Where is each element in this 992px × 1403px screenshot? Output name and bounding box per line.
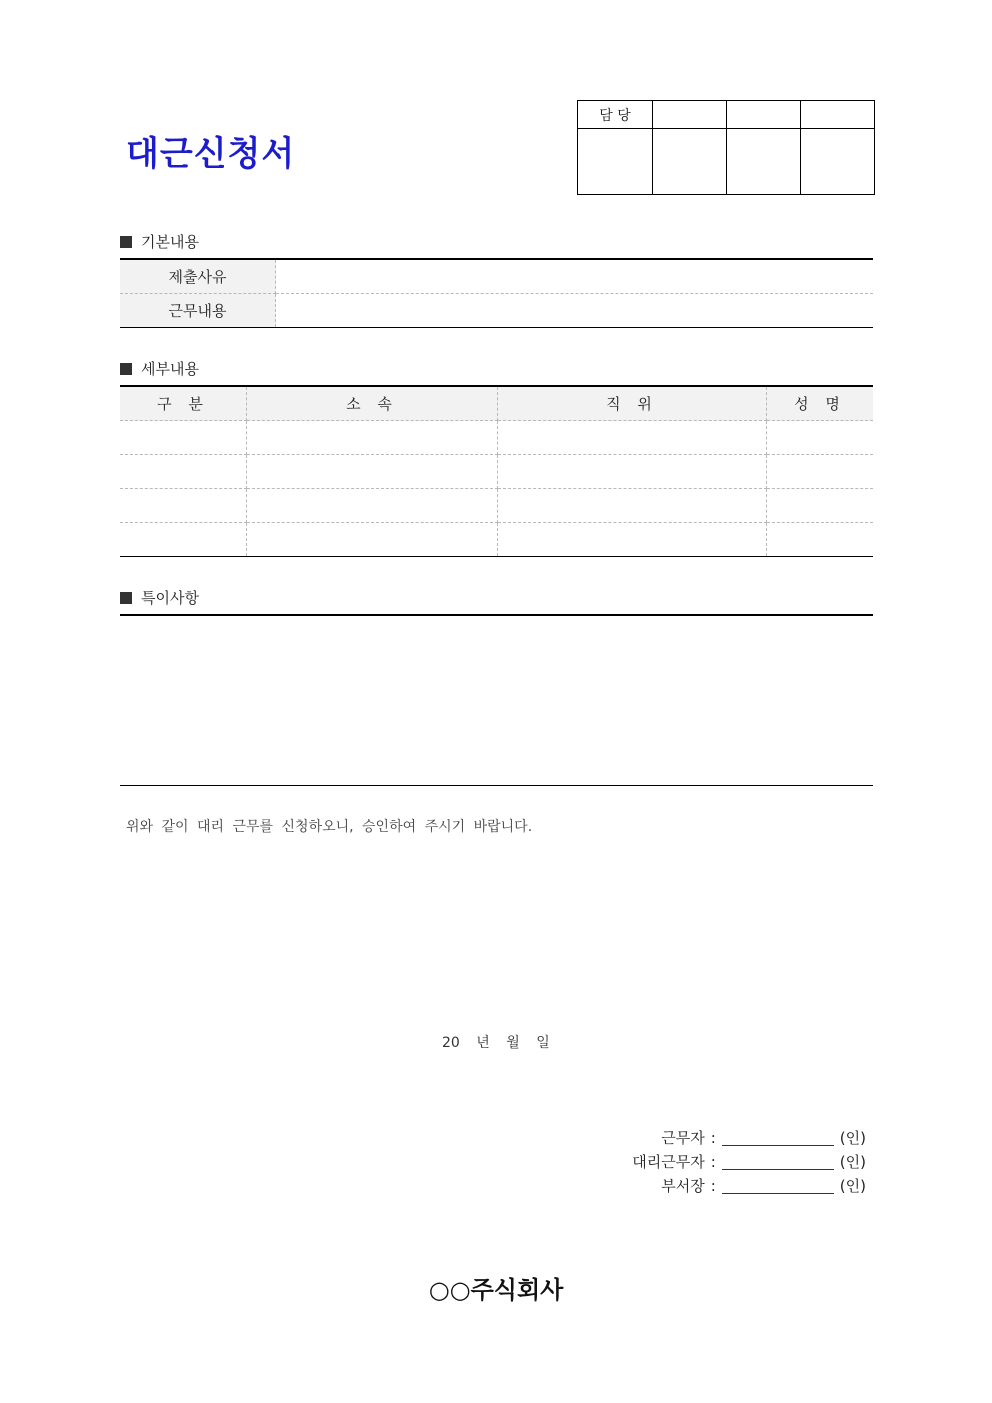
table-cell[interactable] [767, 489, 874, 523]
company-name: ○○주식회사 [428, 1276, 564, 1304]
table-cell[interactable] [767, 523, 874, 557]
square-bullet-icon [120, 236, 132, 248]
section-heading-notes [120, 587, 199, 608]
table-row [120, 421, 873, 455]
signature-line[interactable] [722, 1153, 834, 1170]
table-cell[interactable] [247, 523, 498, 557]
work-content-field[interactable] [276, 294, 874, 328]
table-cell[interactable] [247, 455, 498, 489]
work-content-label: 근무내용 [120, 294, 276, 328]
notes-field[interactable] [120, 620, 873, 780]
table-cell[interactable] [247, 489, 498, 523]
table-cell[interactable] [767, 421, 874, 455]
column-header-department: 소 속 [247, 386, 498, 421]
colon: : [710, 1152, 716, 1171]
table-row [120, 489, 873, 523]
notes-top-rule [120, 614, 873, 616]
table-cell[interactable] [767, 455, 874, 489]
colon: : [710, 1128, 716, 1147]
table-cell[interactable] [120, 421, 247, 455]
approval-slot-header [727, 101, 801, 129]
table-header-row [120, 386, 873, 421]
approval-sign-cell[interactable] [801, 129, 875, 195]
signature-row-worker [661, 1127, 866, 1148]
date-line: 20 년 월 일 [442, 1035, 550, 1051]
stamp-mark: (인) [839, 1153, 866, 1171]
notes-bottom-rule [120, 785, 873, 786]
column-header-category: 구 분 [120, 386, 247, 421]
table-row [120, 455, 873, 489]
table-cell[interactable] [498, 455, 767, 489]
signature-line[interactable] [722, 1177, 834, 1194]
approval-sign-cell[interactable] [727, 129, 801, 195]
table-cell[interactable] [498, 489, 767, 523]
detail-table [120, 385, 873, 557]
stamp-mark: (인) [839, 1129, 866, 1147]
approval-sign-cell[interactable] [578, 129, 653, 195]
table-cell[interactable] [120, 523, 247, 557]
request-statement: 위와 같이 대리 근무를 신청하오니, 승인하여 주시기 바랍니다. [126, 819, 533, 835]
stamp-mark: (인) [839, 1177, 866, 1195]
signature-row-manager [661, 1175, 866, 1196]
column-header-position: 직 위 [498, 386, 767, 421]
section-heading-text: 기본내용 [141, 233, 199, 251]
section-heading-basic [120, 231, 199, 252]
signature-label: 대리근무자 [632, 1153, 705, 1171]
table-cell[interactable] [120, 489, 247, 523]
reason-field[interactable] [276, 259, 874, 294]
reason-label: 제출사유 [120, 259, 276, 294]
column-header-name: 성 명 [767, 386, 874, 421]
section-heading-text: 세부내용 [141, 360, 199, 378]
table-cell[interactable] [498, 523, 767, 557]
square-bullet-icon [120, 363, 132, 375]
approval-box [577, 100, 875, 195]
square-bullet-icon [120, 592, 132, 604]
table-cell[interactable] [498, 421, 767, 455]
approval-sign-cell[interactable] [653, 129, 727, 195]
document-title: 대근신청서 [126, 134, 296, 174]
basic-info-table [120, 258, 873, 328]
signature-label: 근무자 [661, 1129, 705, 1147]
table-cell[interactable] [120, 455, 247, 489]
table-cell[interactable] [247, 421, 498, 455]
signature-line[interactable] [722, 1129, 834, 1146]
approval-slot-header [653, 101, 727, 129]
signature-label: 부서장 [661, 1177, 705, 1195]
approval-header: 담 당 [578, 101, 653, 129]
section-heading-detail [120, 358, 199, 379]
approval-slot-header [801, 101, 875, 129]
section-heading-text: 특이사항 [141, 589, 199, 607]
signature-row-substitute [632, 1151, 866, 1172]
table-row [120, 259, 873, 294]
table-row [120, 523, 873, 557]
colon: : [710, 1176, 716, 1195]
table-row [120, 294, 873, 328]
